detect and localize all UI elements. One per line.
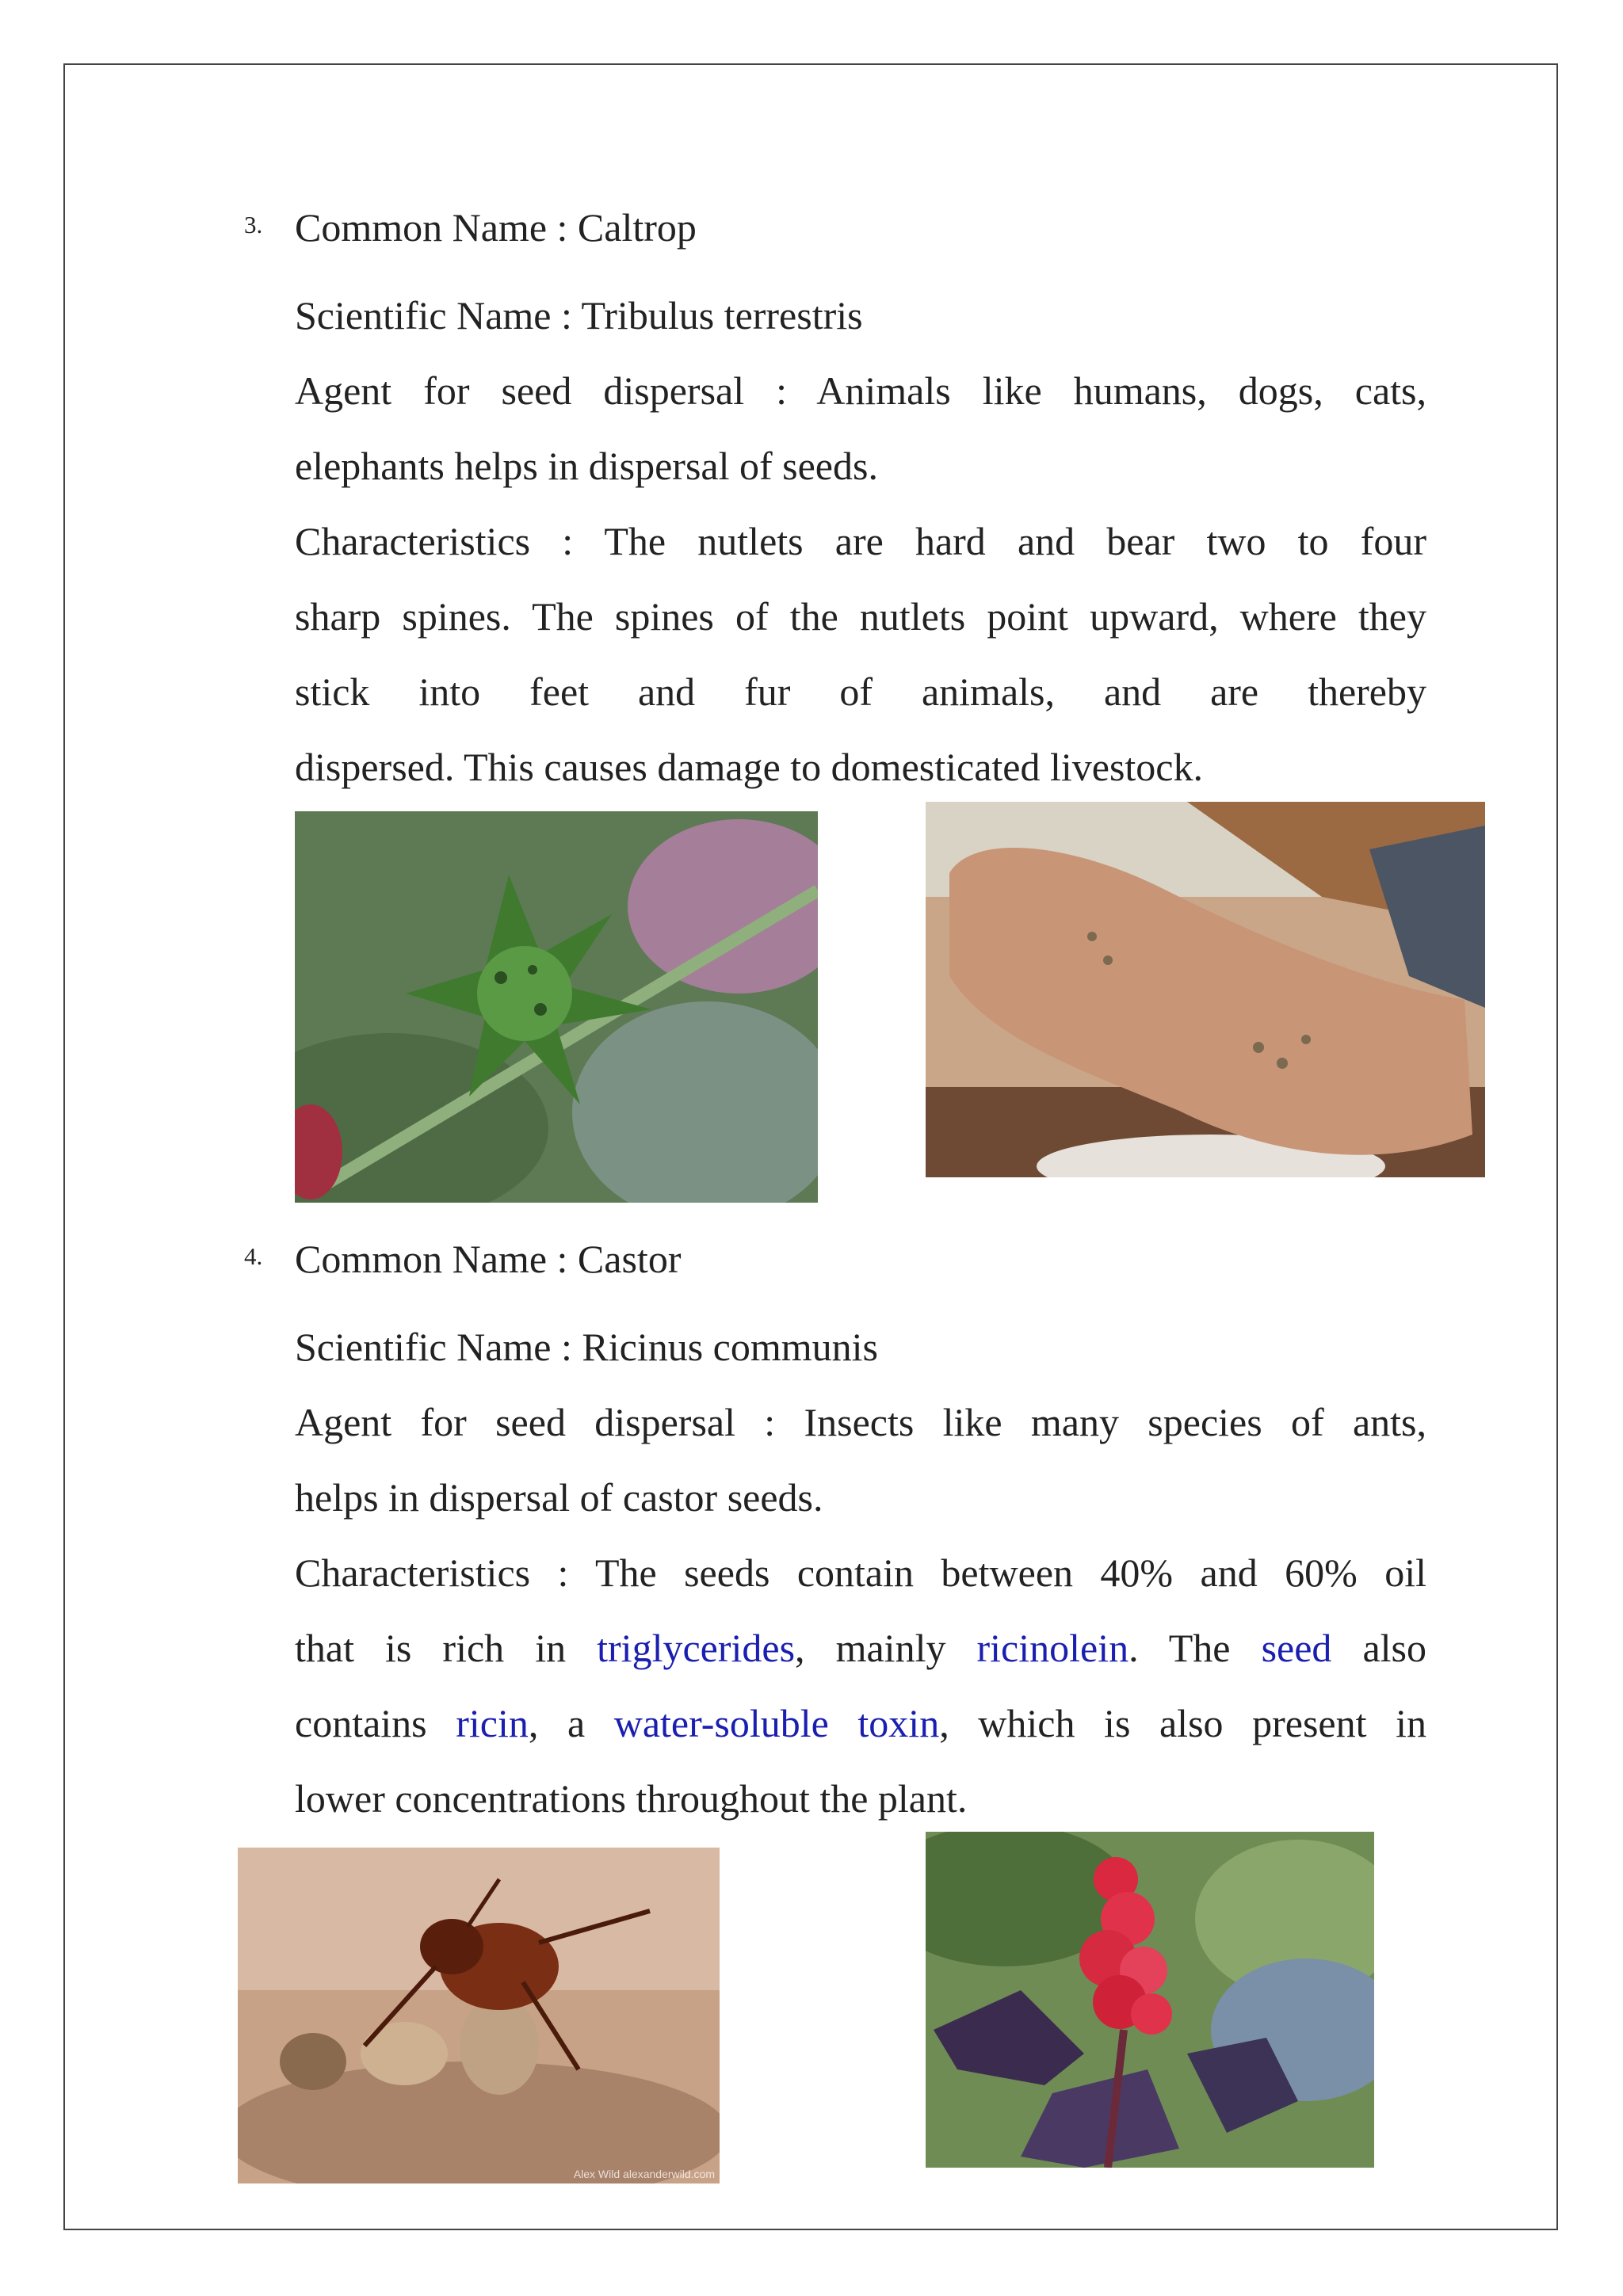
characteristics-line: lower concentrations throughout the plant. — [295, 1776, 968, 1821]
text-fragment: . The — [1128, 1626, 1262, 1670]
caltrop-plant-photo — [295, 811, 818, 1203]
link-ricin[interactable]: ricin — [456, 1701, 529, 1745]
scientific-name-label: Scientific Name : — [295, 1325, 572, 1369]
text-fragment: contains — [295, 1701, 456, 1745]
common-name-label: Common Name : — [295, 1237, 568, 1281]
common-name-value: Castor — [577, 1237, 682, 1281]
characteristics-line: stick into feet and fur of animals, and are thereby — [295, 669, 1426, 714]
link-ricinolein[interactable]: ricinolein — [976, 1626, 1129, 1670]
item-number: 4. — [244, 1242, 263, 1270]
text-fragment: , which is also present in — [939, 1701, 1426, 1745]
common-name-value: Caltrop — [577, 205, 697, 250]
agent-line: elephants helps in dispersal of seeds. — [295, 444, 878, 488]
photo-watermark: Alex Wild alexanderwild.com — [573, 2168, 715, 2180]
characteristics-line: dispersed. This causes damage to domesticated livestock. — [295, 745, 1203, 789]
common-name-line — [295, 190, 1426, 265]
link-seed[interactable]: seed — [1261, 1626, 1332, 1670]
characteristics-line — [295, 1686, 1426, 1761]
characteristics-line: sharp spines. The spines of the nutlets point upward, where they — [295, 594, 1426, 639]
agent-line: helps in dispersal of castor seeds. — [295, 1475, 823, 1520]
text-fragment: also — [1331, 1626, 1426, 1670]
agent-line: Agent for seed dispersal : Insects like many species of ants, — [295, 1400, 1426, 1444]
text-fragment: , mainly — [795, 1626, 977, 1670]
scientific-name-value: Tribulus terrestris — [581, 293, 863, 338]
characteristics-line: Characteristics : The nutlets are hard and bear two to four — [295, 519, 1426, 563]
agent-line: Agent for seed dispersal : Animals like humans, dogs, cats, — [295, 368, 1426, 413]
foot-with-burrs-photo — [926, 802, 1485, 1177]
characteristics-line: Characteristics : The seeds contain between 40% and 60% oil — [295, 1550, 1426, 1595]
entry-castor — [295, 1222, 1426, 1836]
common-name-label: Common Name : — [295, 205, 568, 250]
text-fragment: , a — [528, 1701, 614, 1745]
castor-plant-photo — [926, 1832, 1374, 2168]
characteristics-line — [295, 1611, 1426, 1686]
ant-carrying-seeds-photo — [238, 1848, 720, 2183]
entry-caltrop — [295, 190, 1426, 805]
common-name-line — [295, 1222, 1426, 1297]
item-number: 3. — [244, 211, 263, 238]
link-water-soluble-toxin[interactable]: water-soluble toxin — [613, 1701, 940, 1745]
scientific-name-line — [295, 1310, 1426, 1385]
text-fragment: that is rich in — [295, 1626, 598, 1670]
scientific-name-line — [295, 278, 1426, 353]
scientific-name-label: Scientific Name : — [295, 293, 572, 338]
scientific-name-value: Ricinus communis — [582, 1325, 878, 1369]
link-triglycerides[interactable]: triglycerides — [597, 1626, 796, 1670]
